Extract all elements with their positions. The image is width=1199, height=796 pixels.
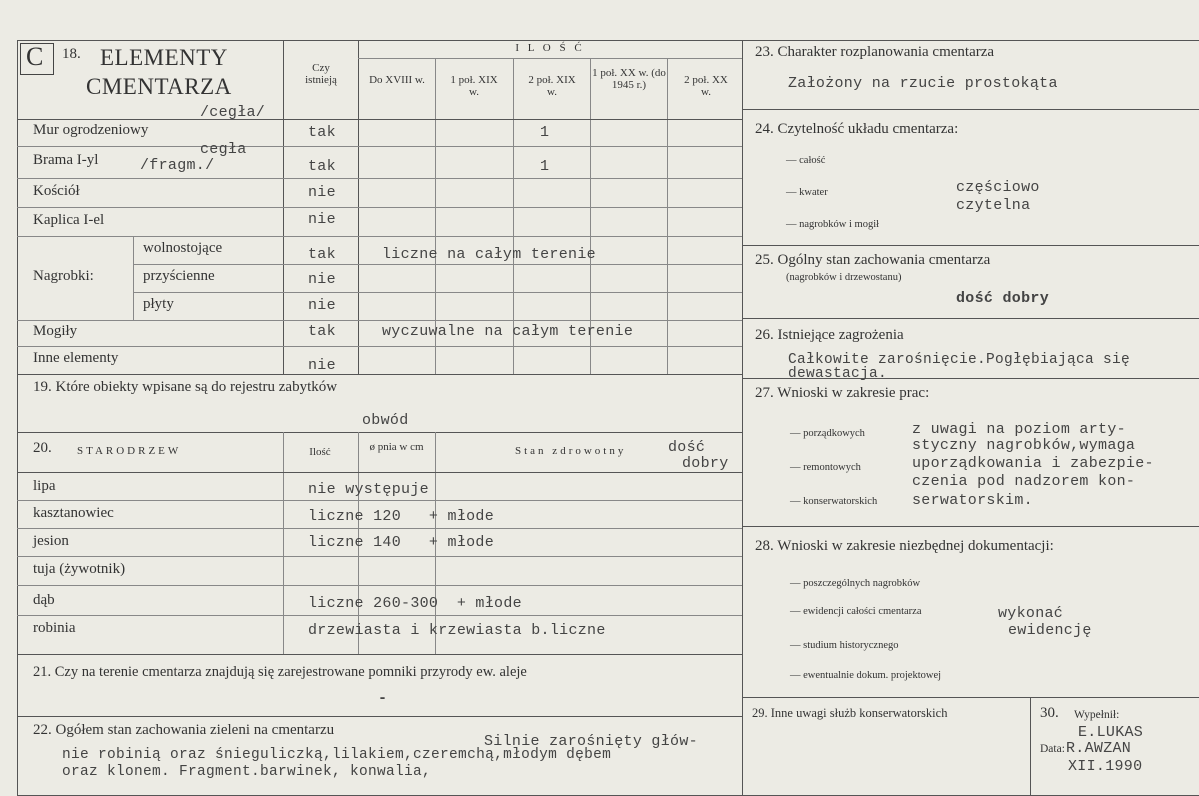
row-label-kaplica: Kaplica I-el: [33, 212, 105, 228]
nagrobki-label: Nagrobki:: [33, 268, 94, 284]
section-27-answer-l1: z uwagi na poziom arty-: [912, 421, 1126, 438]
row-note-brama: [140, 142, 280, 174]
data-label: Data:: [1040, 743, 1065, 755]
tree-value-kasztanowiec: liczne 120 + młode: [308, 508, 495, 525]
section-27-answer-l3: uporządkowania i zabezpie-: [912, 455, 1154, 472]
row-label-brama: Brama I-yl: [33, 152, 99, 168]
section-28-title: 28. Wnioski w zakresie niezbędnej dokumentacji:: [755, 538, 1054, 554]
card-letter: C: [26, 42, 44, 71]
col-do-xviii: Do XVIII w.: [369, 74, 425, 86]
section-24-opt-nagrobkow: — nagrobków i mogił: [786, 219, 880, 230]
tree-name-tuja: tuja (żywotnik): [33, 561, 126, 577]
section-24-answer-l2: czytelna: [956, 197, 1031, 214]
section-23-answer: Założony na rzucie prostokąta: [788, 75, 1058, 92]
row-czy-wolnostojace: tak: [308, 246, 336, 263]
section-18-number: 18.: [62, 46, 81, 62]
row-label-wolnostojace: wolnostojące: [143, 240, 223, 256]
wypelnil-label: Wypełnił:: [1074, 709, 1120, 721]
section-24-opt-kwater: — kwater: [786, 187, 828, 198]
tree-value-robinia: drzewiasta i krzewiasta b.liczne: [308, 622, 606, 639]
section-25-title: 25. Ogólny stan zachowania cmentarza: [755, 252, 991, 268]
section-27-opt-remontowych: — remontowych: [790, 462, 861, 473]
section-28-opt-nagrobkow: — poszczególnych nagrobków: [790, 578, 921, 589]
section-19-answer: obwód: [362, 412, 409, 429]
row-note-mur: /cegła/: [200, 104, 266, 121]
section-24-answer-l1: częściowo: [956, 179, 1040, 196]
row-label-inne: Inne elementy: [33, 350, 119, 366]
section-28-answer-l2: ewidencję: [1008, 622, 1092, 639]
col-1pol-xix: 1 poł. XIX w.: [450, 74, 498, 98]
section-24-title: 24. Czytelność układu cmentarza:: [755, 121, 959, 137]
row-czy-brama: tak: [308, 158, 336, 175]
tree-name-robinia: robinia: [33, 620, 76, 636]
tree-name-jesion: jesion: [33, 533, 69, 549]
section-27-answer-l4: czenia pod nadzorem kon-: [912, 473, 1136, 490]
stan-value-l1: dość: [668, 439, 706, 456]
col-czy-istnieja: Czy istnieją: [305, 62, 337, 86]
row-val-brama: 1: [540, 158, 550, 175]
section-26-answer-l1: Całkowite zarośnięcie.Pogłębiająca się: [788, 352, 1131, 368]
tree-value-lipa: nie występuje: [308, 481, 429, 498]
section-28-opt-projektowej: — ewentualnie dokum. projektowej: [790, 670, 942, 681]
row-note-brama-l1: cegła: [200, 141, 247, 158]
section-29-title: 29. Inne uwagi służb konserwatorskich: [752, 706, 948, 720]
tree-name-lipa: lipa: [33, 478, 56, 494]
col-2pol-xix: 2 poł. XIX w.: [528, 74, 576, 98]
row-note-brama-l2: /fragm./: [140, 157, 215, 174]
section-22-question: 22. Ogółem stan zachowania zieleni na cmentarzu: [33, 722, 335, 738]
filled-by-name-2: R.AWZAN: [1066, 740, 1132, 757]
section-27-opt-konserwatorskich: — konserwatorskich: [790, 496, 878, 507]
section-27-answer-l5: serwatorskim.: [912, 492, 1033, 509]
section-22-answer-l2: nie robinią oraz śnieguliczką,lilakiem,czeremchą,młodym dębem: [62, 747, 612, 763]
section-18-title-line1: ELEMENTY: [100, 45, 228, 70]
row-czy-plyty: nie: [308, 297, 336, 314]
col-2pol-xx: 2 poł. XX w.: [684, 74, 728, 98]
section-30-number: 30.: [1040, 705, 1059, 721]
section-25-answer: dość dobry: [956, 290, 1050, 307]
row-czy-mur: tak: [308, 124, 336, 141]
section-26-title: 26. Istniejące zagrożenia: [755, 327, 904, 343]
row-czy-przyscienne: nie: [308, 271, 336, 288]
section-23-title: 23. Charakter rozplanowania cmentarza: [755, 44, 995, 60]
section-24-opt-calosc: — całość: [786, 155, 826, 166]
row-label-plyty: płyty: [143, 296, 174, 312]
row-label-kosciol: Kościół: [33, 183, 80, 199]
tree-name-kasztanowiec: kasztanowiec: [33, 505, 114, 521]
section-21-question: 21. Czy na terenie cmentarza znajdują się zarejestrowane pomniki przyrody ew. aleje: [33, 664, 527, 680]
filled-by-name-1: E.LUKAS: [1078, 724, 1144, 741]
row-val-mur: 1: [540, 124, 550, 141]
section-20-title: STARODRZEW: [77, 445, 182, 457]
row-remark-wolnostojace: liczne na całym terenie: [382, 246, 596, 263]
row-label-mogily: Mogiły: [33, 323, 78, 339]
tree-name-dab: dąb: [33, 592, 55, 608]
section-26-answer-l2: dewastacja.: [788, 366, 888, 382]
col-stan-zdrowotny: Stan zdrowotny: [515, 445, 627, 457]
section-28-answer-l1: wykonać: [998, 605, 1064, 622]
section-18-title-line2: CMENTARZA: [86, 74, 232, 99]
col-1pol-xx: 1 poł. XX w. (do 1945 r.): [592, 67, 666, 91]
row-czy-mogily: tak: [308, 323, 336, 340]
section-21-answer: -: [378, 690, 388, 707]
row-label-przyscienne: przyścienne: [143, 268, 215, 284]
row-czy-kaplica: nie: [308, 211, 336, 228]
section-19-question: 19. Które obiekty wpisane są do rejestru zabytków: [33, 379, 338, 395]
section-22-answer-l1: Silnie zarośnięty głów-: [484, 733, 698, 750]
row-czy-kosciol: nie: [308, 184, 336, 201]
row-czy-inne: nie: [308, 357, 336, 374]
section-28-opt-ewidencji: — ewidencji całości cmentarza: [790, 606, 922, 617]
col-pnia: ø pnia w cm: [369, 441, 424, 453]
section-22-answer-l3: oraz klonem. Fragment.barwinek, konwalia,: [62, 764, 432, 780]
section-27-answer-l2: styczny nagrobków,wymaga: [912, 437, 1136, 454]
stan-zdrowotny-value: [666, 440, 746, 472]
section-27-opt-porzadkowych: — porządkowych: [790, 428, 865, 439]
filled-date: XII.1990: [1068, 758, 1143, 775]
section-20-number: 20.: [33, 440, 52, 456]
row-remark-mogily: wyczuwalne na całym terenie: [382, 323, 634, 340]
tree-value-dab: liczne 260-300 + młode: [308, 595, 522, 612]
tree-value-jesion: liczne 140 + młode: [308, 534, 495, 551]
row-label-mur: Mur ogrodzeniowy: [33, 122, 149, 138]
ilosc-header: I L O Ś Ć: [515, 42, 585, 54]
section-28-opt-studium: — studium historycznego: [790, 640, 899, 651]
section-27-title: 27. Wnioski w zakresie prac:: [755, 385, 930, 401]
stan-value-l2: dobry: [682, 455, 729, 472]
col-ilosc: Ilość: [309, 446, 331, 458]
section-25-sub: (nagrobków i drzewostanu): [786, 272, 902, 283]
